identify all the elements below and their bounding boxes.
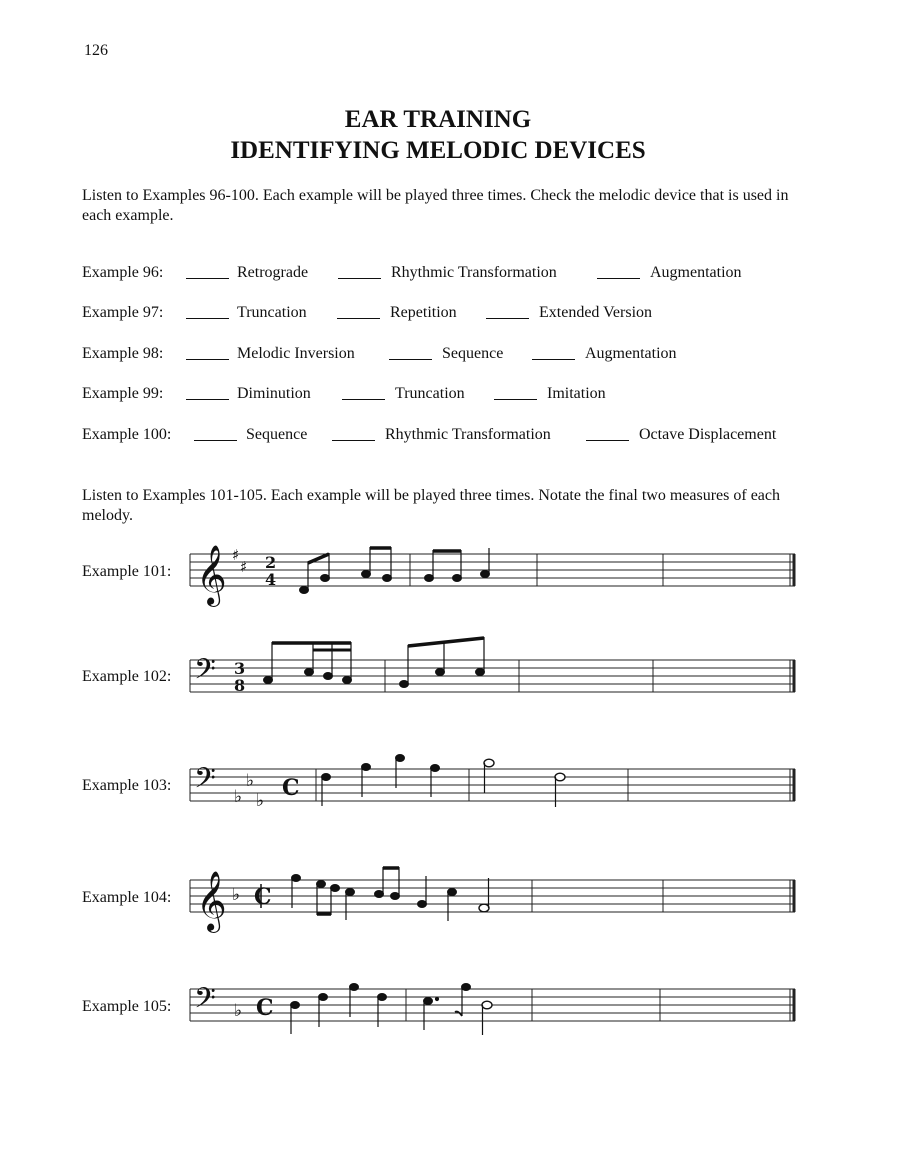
- option-label: Repetition: [390, 304, 457, 321]
- staff-label-101: Example 101:: [82, 563, 172, 580]
- cut-time-icon: C: [254, 884, 272, 910]
- notes-104: [292, 867, 490, 921]
- staff-label-103: Example 103:: [82, 777, 172, 794]
- sharp-icon: ♯: [240, 558, 248, 576]
- common-time-icon: C: [256, 995, 274, 1021]
- option-label: Augmentation: [585, 345, 677, 362]
- page-title-line-2: IDENTIFYING MELODIC DEVICES: [230, 137, 646, 164]
- option-label: Rhythmic Transformation: [385, 426, 551, 443]
- section1-instructions: Listen to Examples 96-100. Each example will be played three times. Check the melodic device that is used in each example.: [82, 187, 789, 224]
- bass-clef-icon: 𝄢: [194, 982, 216, 1022]
- notes-102: [264, 637, 485, 688]
- common-time-icon: C: [282, 775, 300, 801]
- option-label: Sequence: [442, 345, 504, 362]
- option-label: Sequence: [246, 426, 308, 443]
- example-label: Example 98:: [82, 345, 164, 362]
- bass-clef-icon: 𝄢: [194, 653, 216, 693]
- time-signature-icon: 3: [234, 659, 246, 678]
- option-label: Octave Displacement: [639, 426, 777, 443]
- page-number: 126: [84, 42, 108, 59]
- staff-101: [190, 554, 795, 586]
- sharp-icon: ♯: [232, 546, 240, 564]
- flat-icon: ♭: [256, 791, 265, 811]
- staff-104: [190, 880, 795, 912]
- treble-clef-icon: 𝄞: [196, 871, 227, 931]
- time-signature-icon: 2: [265, 553, 277, 572]
- option-label: Melodic Inversion: [237, 345, 355, 362]
- bass-clef-icon: 𝄢: [194, 762, 216, 802]
- flat-icon: ♭: [232, 885, 241, 905]
- section2-instructions: Listen to Examples 101-105. Each example will be played three times. Notate the final two measures of each melody.: [82, 487, 780, 524]
- notes-103: [322, 755, 566, 808]
- option-label: Truncation: [237, 304, 307, 321]
- notes-105: [291, 984, 493, 1036]
- staff-102: [190, 660, 795, 692]
- option-label: Truncation: [395, 385, 465, 402]
- example-label: Example 100:: [82, 426, 172, 443]
- time-signature-icon: 4: [265, 570, 277, 589]
- staff-label-104: Example 104:: [82, 889, 172, 906]
- example-label: Example 97:: [82, 304, 164, 321]
- option-label: Augmentation: [650, 264, 742, 281]
- option-label: Diminution: [237, 385, 311, 402]
- page-title-line-1: EAR TRAINING: [344, 106, 532, 133]
- staff-label-102: Example 102:: [82, 668, 172, 685]
- option-label: Extended Version: [539, 304, 653, 321]
- example-label: Example 99:: [82, 385, 164, 402]
- example-label: Example 96:: [82, 264, 164, 281]
- flat-icon: ♭: [246, 771, 255, 791]
- flat-icon: ♭: [234, 1001, 243, 1021]
- flat-icon: ♭: [234, 787, 243, 807]
- option-label: Rhythmic Transformation: [391, 264, 557, 281]
- option-label: Retrograde: [237, 264, 309, 281]
- option-label: Imitation: [547, 385, 606, 402]
- staff-103: [190, 769, 795, 801]
- treble-clef-icon: 𝄞: [196, 545, 227, 605]
- staff-label-105: Example 105:: [82, 998, 172, 1015]
- time-signature-icon: 8: [234, 676, 246, 695]
